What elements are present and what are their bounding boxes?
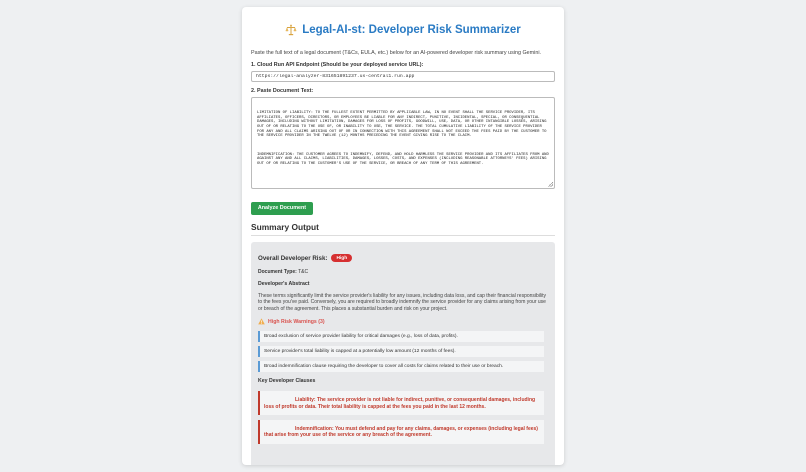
clause-text: The service provider is not liable for indirect, punitive, or consequential damages, including loss of profits or data. Their total liability is capped at the fees you paid in the last 12 months. (264, 397, 536, 410)
summary-output-heading: Summary Output (251, 222, 555, 236)
risk-label: Overall Developer Risk: (258, 254, 328, 262)
key-clauses-heading: Key Developer Clauses (258, 378, 316, 385)
abstract-text: These terms significantly limit the service provider's liability for any issues, including data loss, and cap their financial responsibility to the fees you've paid. Conversely, you are required to broadly indemnify the service provider for any claims arising from your use or breach of the agreement. This places a substantial burden and risk on your project. (258, 293, 547, 312)
page-title: Legal-AI-st: Developer Risk Summarizer (302, 24, 521, 36)
analyze-document-button[interactable]: Analyze Document (251, 202, 313, 215)
document-type-value: T&C (298, 269, 309, 275)
warnings-heading (258, 318, 548, 325)
abstract-heading: Developer's Abstract (258, 281, 310, 287)
app-header (251, 21, 555, 39)
summary-output-panel (251, 242, 555, 465)
warning-item: Service provider's total liability is capped at a potentially low amount (12 months of fees). (258, 346, 544, 357)
warnings-title: High Risk Warnings (3) (268, 318, 325, 325)
warning-item: Broad indemnification clause requiring the developer to cover all costs for claims related to their use or breach. (258, 361, 544, 372)
intro-text: Paste the full text of a legal document (T&Cs, EULA, etc.) below for an AI-powered developer risk summary using Gemini. (251, 50, 542, 56)
clause-card-liability (258, 391, 544, 415)
resize-handle-icon[interactable] (548, 182, 553, 187)
document-text-label: 2. Paste Document Text: (251, 88, 314, 94)
api-endpoint-input[interactable] (251, 71, 555, 82)
document-type (258, 269, 548, 275)
document-paragraph-indemnification: INDEMNIFICATION: THE CUSTOMER AGREES TO INDEMNIFY, DEFEND, AND HOLD HARMLESS THE SERVICE PROVIDER AND ITS AFFILIATES FROM AND AGAINST ANY AND ALL CLAIMS, LIABILITIES, DAMAGES, LOSSES, COSTS, AND EXPENSES (INCLUDING REASONABLE ATTORNEYS' FEES) ARISING OUT OF OR RELATING TO THE CUSTOMER'S USE OF THE SERVICE, OR BREACH OF ANY TERM OF THIS AGREEMENT. (257, 152, 552, 166)
clause-name: Liability: (295, 397, 316, 404)
warning-triangle-icon (258, 318, 265, 325)
document-paragraph-liability: LIMITATION OF LIABILITY: TO THE FULLEST EXTENT PERMITTED BY APPLICABLE LAW, IN NO EVENT SHALL THE SERVICE PROVIDER, ITS AFFILIATES, OFFICERS, DIRECTORS, OR EMPLOYEES BE LIABLE FOR ANY INDIRECT, PUNITIVE, INCIDENTAL, SPECIAL, OR CONSEQUENTIAL DAMAGES, INCLUDING WITHOUT LIMITATION, DAMAGES FOR LOSS OF PROFITS, GOODWILL, USE, DATA, OR OTHER INTANGIBLE LOSSES, ARISING OUT OF OR RELATING TO THE USE OF, OR INABILITY TO USE, THE SERVICE. THE TOTAL CUMULATIVE LIABILITY OF THE SERVICE PROVIDER FOR ANY AND ALL CLAIMS ARISING OUT OF OR IN CONNECTION WITH THIS AGREEMENT SHALL NOT EXCEED THE FEES PAID BY THE CUSTOMER TO THE SERVICE PROVIDER IN THE TWELVE (12) MONTHS PRECEDING THE EVENT GIVING RISE TO THE CLAIM. (257, 111, 549, 139)
scales-icon (285, 24, 297, 36)
risk-badge: High (331, 254, 352, 262)
warning-item: Broad exclusion of service provider liability for critical damages (e.g., loss of data, profits). (258, 331, 544, 342)
document-type-label: Document Type: (258, 269, 297, 275)
clause-card-indemnification (258, 420, 544, 444)
main-card (242, 7, 564, 465)
clause-text: You must defend and pay for any claims, damages, or expenses (including legal fees) that arise from your use of the service or any breach of the agreement. (264, 426, 538, 439)
document-textarea[interactable] (251, 97, 555, 189)
clause-name: Indemnification: (295, 426, 334, 433)
risk-row (258, 254, 548, 262)
api-endpoint-label: 1. Cloud Run API Endpoint (Should be your deployed service URL): (251, 62, 424, 68)
